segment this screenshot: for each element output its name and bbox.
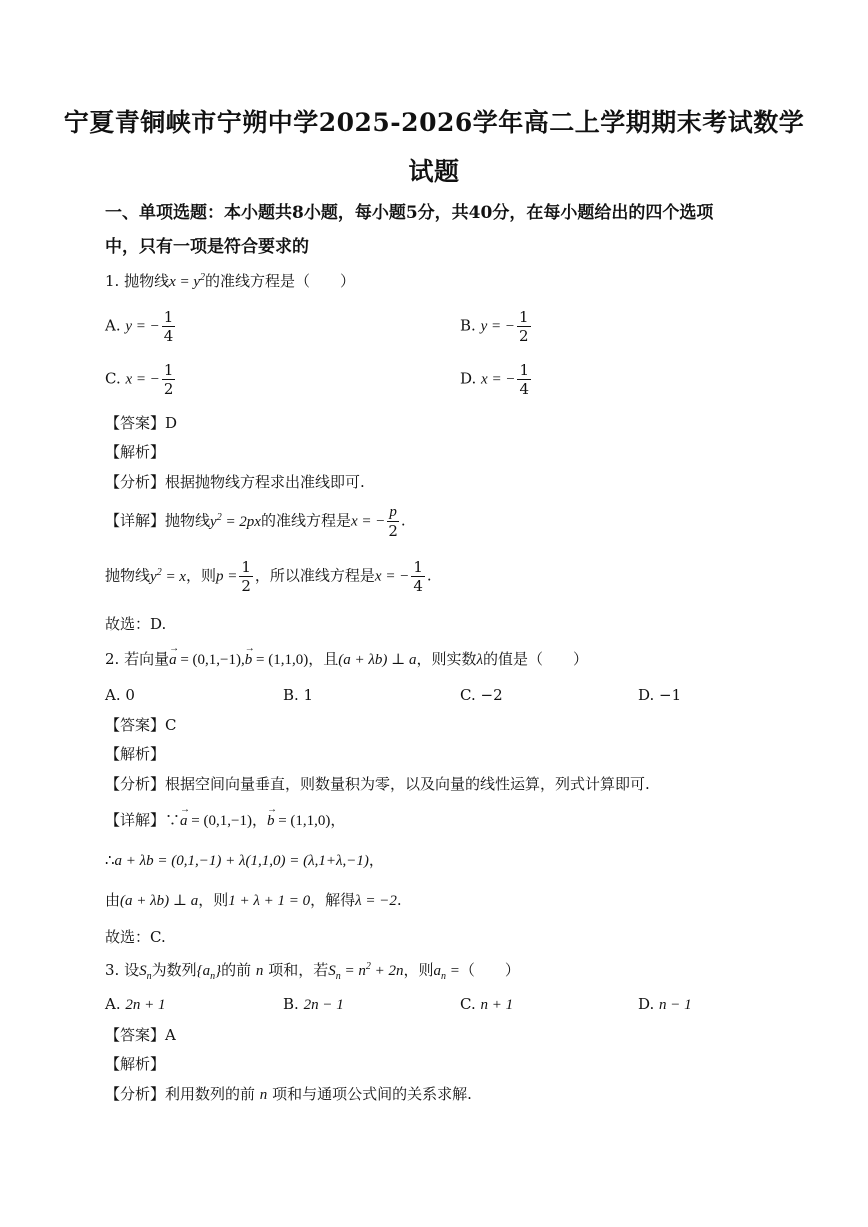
q1-answer: 【答案】D: [105, 414, 178, 432]
q2-option-c: C. −2: [460, 686, 503, 704]
q3-option-d: D. n − 1: [638, 995, 692, 1013]
q1-option-c: C. x = − $\frac{1}{2}$: [105, 361, 174, 398]
q3-fenxi: 【分析】利用数列的前 n 项和与通项公式间的关系求解.: [105, 1085, 472, 1103]
q2-choose: 故选：C.: [105, 928, 166, 946]
q1-parabola: $x = y^2$: [169, 272, 206, 290]
q3-answer: 【答案】A: [105, 1026, 176, 1044]
q2-option-a: A. 0: [105, 686, 135, 704]
q3-option-a: A. 2n + 1: [105, 995, 166, 1013]
q1-fenxi: 【分析】根据抛物线方程求出准线即可.: [105, 473, 365, 491]
q2-analysis-heading: 【解析】: [105, 745, 166, 763]
q3-stem: 3. 设$S_n$为数列$\{a_n\}$的前 n 项和，若$S_n = n^2 + 2n$，则$a_n$ =（ ）: [105, 961, 520, 982]
q2-detail-3: 由(a + λb) ⊥ a，则1 + λ + 1 = 0，解得λ = −2.: [105, 891, 402, 909]
q2-option-d: D. −1: [638, 686, 682, 704]
q2-answer: 【答案】C: [105, 716, 177, 734]
q2-fenxi: 【分析】根据空间向量垂直，则数量积为零，以及向量的线性运算，列式计算即可.: [105, 775, 650, 793]
q1-stem-text-2: 的准线方程是（ ）: [205, 272, 356, 290]
q1-detail-2: 抛物线$y^2 = x$，则p = $\frac{1}{2}$ ，所以准线方程是x = − $\frac{1}{4}$ .: [105, 558, 432, 595]
q2-detail: 【详解】∵→ a = (0,1,−1)，→ b = (1,1,0)，: [105, 809, 345, 830]
doc-title-line1: 宁夏青铜峡市宁朔中学2025-2026学年高二上学期期末考试数学: [63, 108, 805, 137]
section-heading-line2: 中，只有一项是符合要求的: [105, 237, 309, 257]
q2-option-b: B. 1: [283, 686, 314, 704]
q1-option-a: A. y = − $\frac{1}{4}$: [105, 308, 174, 345]
q1-stem: [105, 270, 355, 291]
q3-option-b: B. 2n − 1: [283, 995, 344, 1013]
q1-stem-text: 1. 抛物线: [105, 272, 170, 290]
q3-option-c: C. n + 1: [460, 995, 514, 1013]
q2-stem: 2. 若向量→ a = (0,1,−1),→ b = (1,1,0)，且(a + λb) ⊥ a，则实数λ的值是（ ）: [105, 648, 588, 669]
q1-choose: 故选：D.: [105, 615, 167, 633]
q1-detail: 【详解】抛物线$y^2 = 2px$的准线方程是x = − $\frac{p}{2}$ .: [105, 504, 406, 540]
q1-option-b: B. y = − $\frac{1}{2}$: [460, 308, 529, 345]
q3-analysis-heading: 【解析】: [105, 1055, 166, 1073]
doc-title-line2: 试题: [408, 157, 460, 186]
q2-detail-2: ∴a + λb = (0,1,−1) + λ(1,1,0) = (λ,1+λ,−1)，: [105, 851, 384, 869]
q1-analysis-heading: 【解析】: [105, 443, 166, 461]
q1-option-d: D. x = − $\frac{1}{4}$: [460, 361, 529, 398]
section-heading-line1: 一、单项选题：本小题共8小题，每小题5分，共40分，在每小题给出的四个选项: [105, 203, 714, 223]
